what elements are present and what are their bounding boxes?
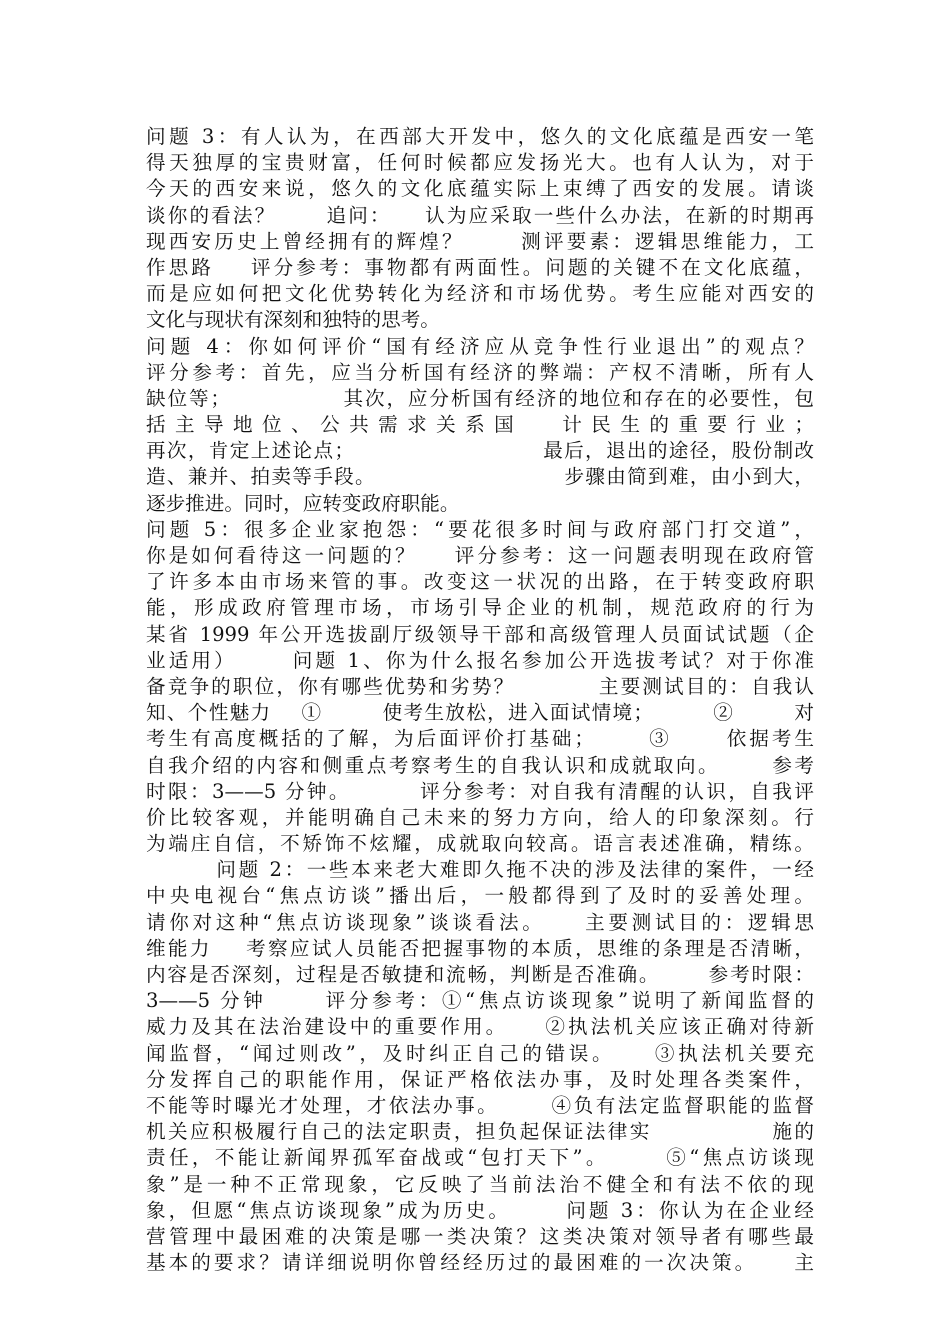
text-line: 备竞争的职位，你有哪些优势和劣势？ 主要测试目的：自我认 xyxy=(146,674,814,698)
text-line: 括 主 导 地 位 、 公 共 需 求 关 系 国 计 民 生 的 重 要 行 业 ； xyxy=(146,413,814,437)
text-line: 谈你的看法？ 追问： 认为应采取一些什么办法，在新的时期再 xyxy=(146,203,814,227)
document-body-text xyxy=(146,124,814,1276)
text-line: 问题 3：有人认为，在西部大开发中，悠久的文化底蕴是西安一笔 xyxy=(146,125,814,148)
text-line: 问题 4：你如何评价“国有经济应从竞争性行业退出”的观点？ xyxy=(146,334,814,358)
text-line: 逐步推进。同时，应转变政府职能。 xyxy=(146,491,460,515)
text-line: 现西安历史上曾经拥有的辉煌？ 测评要素：逻辑思维能力，工 xyxy=(146,229,814,253)
text-line: 知、个性魅力 ① 使考生放松，进入面试情境； ② 对 xyxy=(146,701,814,725)
text-line: 而是应如何把文化优势转化为经济和市场优势。考生应能对西安的 xyxy=(146,282,814,306)
text-line: 能，形成政府管理市场，市场引导企业的机制，规范政府的行为 xyxy=(146,596,814,620)
text-line: 某省 1999 年公开选拔副厅级领导干部和高级管理人员面试试题（企 xyxy=(146,622,814,646)
text-line: 缺位等； 其次，应分析国有经济的地位和存在的必要性，包 xyxy=(146,386,814,410)
text-line: 再次，肯定上述论点； 最后，退出的途径，股份制改 xyxy=(146,439,814,463)
text-line: 请你对这种“焦点访谈现象”谈谈看法。 主要测试目的：逻辑思 xyxy=(146,910,814,934)
text-line: 得天独厚的宝贵财富，任何时候都应发扬光大。也有人认为，对于 xyxy=(146,151,814,175)
text-line: 基本的要求？请详细说明你曾经经历过的最困难的一次决策。 主 xyxy=(146,1251,814,1275)
text-line: 为端庄自信，不矫饰不炫耀，成就取向较高。语言表述准确，精练。 xyxy=(146,832,814,856)
text-line: 造、兼并、拍卖等手段。 步骤由简到难，由小到大， xyxy=(146,465,814,489)
text-line: 3——5 分钟 评分参考：①“焦点访谈现象”说明了新闻监督的 xyxy=(146,989,814,1013)
text-line: 问题 5：很多企业家抱怨：“要花很多时间与政府部门打交道”， xyxy=(146,517,814,541)
text-line: 自我介绍的内容和侧重点考察考生的自我认识和成就取向。 参考 xyxy=(146,753,814,777)
text-line: 闻监督，“闻过则改”，及时纠正自己的错误。 ③执法机关要充 xyxy=(146,1041,814,1065)
text-line: 问题 2：一些本来老大难即久拖不决的涉及法律的案件，一经 xyxy=(146,858,814,882)
text-line: 你是如何看待这一问题的？ 评分参考：这一问题表明现在政府管 xyxy=(146,544,814,567)
text-line: 不能等时曝光才处理，才依法办事。 ④负有法定监督职能的监督 xyxy=(146,1093,814,1117)
text-line: 考生有高度概括的了解，为后面评价打基础； ③ 依据考生 xyxy=(146,727,814,751)
text-line: 文化与现状有深刻和独特的思考。 xyxy=(146,308,440,332)
text-line: 维能力 考察应试人员能否把握事物的本质，思维的条理是否清晰， xyxy=(146,936,814,960)
text-line: 象”是一种不正常现象，它反映了当前法治不健全和有法不依的现 xyxy=(146,1172,814,1196)
text-line: 威力及其在法治建设中的重要作用。 ②执法机关应该正确对待新 xyxy=(146,1015,814,1039)
text-line: 象，但愿“焦点访谈现象”成为历史。 问题 3：你认为在企业经 xyxy=(146,1198,814,1222)
text-line: 分发挥自己的职能作用，保证严格依法办事，及时处理各类案件， xyxy=(146,1067,814,1091)
text-line: 业适用） 问题 1、你为什么报名参加公开选拔考试？对于你准 xyxy=(146,648,814,672)
text-line: 内容是否深刻，过程是否敏捷和流畅，判断是否准确。 参考时限： xyxy=(146,963,814,986)
text-line: 价比较客观，并能明确自己未来的努力方向，给人的印象深刻。行 xyxy=(146,805,814,829)
text-line: 中央电视台“焦点访谈”播出后，一般都得到了及时的妥善处理。 xyxy=(146,884,814,908)
text-line: 责任，不能让新闻界孤军奋战或“包打天下”。 ⑤“焦点访谈现 xyxy=(146,1146,814,1170)
text-line: 机关应积极履行自己的法定职责，担负起保证法律实 施的 xyxy=(146,1120,814,1144)
text-line: 时限：3——5 分钟。 评分参考：对自我有清醒的认识，自我评 xyxy=(146,779,814,803)
text-line: 作思路 评分参考：事物都有两面性。问题的关键不在文化底蕴， xyxy=(146,255,814,279)
text-line: 营管理中最困难的决策是哪一类决策？这类决策对领导者有哪些最 xyxy=(146,1224,814,1248)
text-line: 评分参考：首先，应当分析国有经济的弊端：产权不清晰，所有人 xyxy=(146,360,814,384)
text-line: 了许多本由市场来管的事。改变这一状况的出路，在于转变政府职 xyxy=(146,570,814,594)
text-line: 今天的西安来说，悠久的文化底蕴实际上束缚了西安的发展。请谈 xyxy=(146,177,814,201)
